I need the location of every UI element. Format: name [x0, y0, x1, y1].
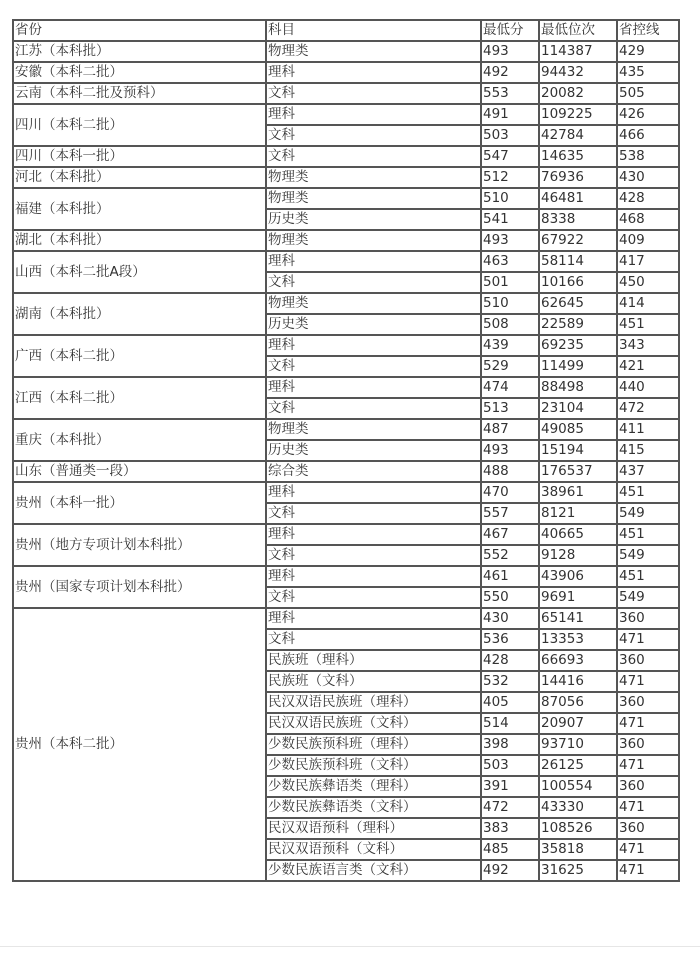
subject-cell: 少数民族彝语类（文科） — [266, 797, 481, 818]
control-line-cell: 451 — [617, 482, 679, 503]
subject-cell: 理科 — [266, 62, 481, 83]
min-rank-cell: 88498 — [539, 377, 617, 398]
province-cell: 重庆（本科批） — [13, 419, 266, 461]
province-cell: 四川（本科一批） — [13, 146, 266, 167]
control-line-cell: 360 — [617, 608, 679, 629]
min-rank-cell: 9128 — [539, 545, 617, 566]
subject-cell: 物理类 — [266, 41, 481, 62]
table-row — [13, 566, 679, 587]
min-score-cell: 493 — [481, 440, 539, 461]
province-cell: 贵州（国家专项计划本科批） — [13, 566, 266, 608]
control-line-cell: 360 — [617, 692, 679, 713]
subject-cell: 少数民族语言类（文科） — [266, 860, 481, 881]
control-line-cell: 426 — [617, 104, 679, 125]
min-rank-cell: 114387 — [539, 41, 617, 62]
province-cell: 河北（本科批） — [13, 167, 266, 188]
min-rank-cell: 43906 — [539, 566, 617, 587]
min-score-cell: 547 — [481, 146, 539, 167]
min-score-cell: 501 — [481, 272, 539, 293]
min-rank-cell: 11499 — [539, 356, 617, 377]
table-row — [13, 230, 679, 251]
table-row — [13, 524, 679, 545]
subject-cell: 理科 — [266, 251, 481, 272]
min-score-cell: 493 — [481, 230, 539, 251]
table-row — [13, 188, 679, 209]
subject-cell: 文科 — [266, 272, 481, 293]
control-line-cell: 451 — [617, 566, 679, 587]
min-rank-cell: 10166 — [539, 272, 617, 293]
subject-cell: 文科 — [266, 356, 481, 377]
province-cell: 湖北（本科批） — [13, 230, 266, 251]
min-score-cell: 514 — [481, 713, 539, 734]
score-table — [12, 19, 680, 882]
min-rank-cell: 43330 — [539, 797, 617, 818]
subject-cell: 文科 — [266, 587, 481, 608]
control-line-cell: 417 — [617, 251, 679, 272]
subject-cell: 历史类 — [266, 440, 481, 461]
min-rank-cell: 23104 — [539, 398, 617, 419]
control-line-cell: 360 — [617, 776, 679, 797]
min-rank-cell: 13353 — [539, 629, 617, 650]
control-line-cell: 538 — [617, 146, 679, 167]
control-line-cell: 437 — [617, 461, 679, 482]
subject-cell: 少数民族预科班（文科） — [266, 755, 481, 776]
province-cell: 贵州（本科二批） — [13, 608, 266, 881]
min-rank-cell: 67922 — [539, 230, 617, 251]
min-score-cell: 513 — [481, 398, 539, 419]
min-rank-cell: 26125 — [539, 755, 617, 776]
min-score-cell: 463 — [481, 251, 539, 272]
min-score-cell: 492 — [481, 860, 539, 881]
min-score-cell: 485 — [481, 839, 539, 860]
min-score-cell: 467 — [481, 524, 539, 545]
table-row — [13, 146, 679, 167]
subject-cell: 民族班（文科） — [266, 671, 481, 692]
subject-cell: 文科 — [266, 629, 481, 650]
control-line-cell: 428 — [617, 188, 679, 209]
min-rank-cell: 42784 — [539, 125, 617, 146]
min-rank-cell: 22589 — [539, 314, 617, 335]
min-rank-cell: 46481 — [539, 188, 617, 209]
province-cell: 云南（本科二批及预科） — [13, 83, 266, 104]
province-cell: 贵州（地方专项计划本科批） — [13, 524, 266, 566]
province-cell: 湖南（本科批） — [13, 293, 266, 335]
min-rank-cell: 15194 — [539, 440, 617, 461]
min-score-cell: 529 — [481, 356, 539, 377]
control-line-cell: 471 — [617, 797, 679, 818]
min-score-cell: 550 — [481, 587, 539, 608]
subject-cell: 民汉双语预科（理科） — [266, 818, 481, 839]
min-score-cell: 430 — [481, 608, 539, 629]
min-rank-cell: 109225 — [539, 104, 617, 125]
min-rank-cell: 76936 — [539, 167, 617, 188]
min-rank-cell: 69235 — [539, 335, 617, 356]
min-score-cell: 391 — [481, 776, 539, 797]
subject-cell: 物理类 — [266, 293, 481, 314]
min-score-cell: 428 — [481, 650, 539, 671]
min-rank-cell: 14416 — [539, 671, 617, 692]
min-rank-cell: 66693 — [539, 650, 617, 671]
control-line-cell: 549 — [617, 545, 679, 566]
province-cell: 江苏（本科批） — [13, 41, 266, 62]
subject-cell: 理科 — [266, 377, 481, 398]
province-cell: 江西（本科二批） — [13, 377, 266, 419]
province-cell: 山东（普通类一段） — [13, 461, 266, 482]
table-row — [13, 461, 679, 482]
province-cell: 山西（本科二批A段） — [13, 251, 266, 293]
control-line-cell: 360 — [617, 734, 679, 755]
subject-cell: 理科 — [266, 524, 481, 545]
header-subject: 科目 — [266, 20, 481, 41]
control-line-cell: 471 — [617, 713, 679, 734]
subject-cell: 少数民族预科班（理科） — [266, 734, 481, 755]
subject-cell: 民汉双语预科（文科） — [266, 839, 481, 860]
subject-cell: 理科 — [266, 104, 481, 125]
subject-cell: 理科 — [266, 566, 481, 587]
table-row — [13, 83, 679, 104]
control-line-cell: 472 — [617, 398, 679, 419]
control-line-cell: 435 — [617, 62, 679, 83]
table-row — [13, 482, 679, 503]
control-line-cell: 471 — [617, 629, 679, 650]
subject-cell: 文科 — [266, 398, 481, 419]
header-min-score: 最低分 — [481, 20, 539, 41]
subject-cell: 历史类 — [266, 314, 481, 335]
table-body — [13, 20, 679, 881]
subject-cell: 民汉双语民族班（理科） — [266, 692, 481, 713]
min-rank-cell: 176537 — [539, 461, 617, 482]
min-score-cell: 472 — [481, 797, 539, 818]
min-score-cell: 510 — [481, 188, 539, 209]
table-row — [13, 62, 679, 83]
subject-cell: 文科 — [266, 83, 481, 104]
control-line-cell: 466 — [617, 125, 679, 146]
min-rank-cell: 100554 — [539, 776, 617, 797]
min-rank-cell: 93710 — [539, 734, 617, 755]
control-line-cell: 421 — [617, 356, 679, 377]
subject-cell: 理科 — [266, 482, 481, 503]
min-score-cell: 474 — [481, 377, 539, 398]
table-row — [13, 167, 679, 188]
header-min-rank: 最低位次 — [539, 20, 617, 41]
min-rank-cell: 49085 — [539, 419, 617, 440]
control-line-cell: 429 — [617, 41, 679, 62]
min-score-cell: 503 — [481, 125, 539, 146]
min-rank-cell: 38961 — [539, 482, 617, 503]
subject-cell: 物理类 — [266, 188, 481, 209]
control-line-cell: 471 — [617, 839, 679, 860]
province-cell: 四川（本科二批） — [13, 104, 266, 146]
min-score-cell: 508 — [481, 314, 539, 335]
min-rank-cell: 8121 — [539, 503, 617, 524]
control-line-cell: 450 — [617, 272, 679, 293]
min-rank-cell: 20082 — [539, 83, 617, 104]
subject-cell: 民族班（理科） — [266, 650, 481, 671]
province-cell: 安徽（本科二批） — [13, 62, 266, 83]
min-rank-cell: 40665 — [539, 524, 617, 545]
min-score-cell: 553 — [481, 83, 539, 104]
min-rank-cell: 108526 — [539, 818, 617, 839]
subject-cell: 历史类 — [266, 209, 481, 230]
min-rank-cell: 14635 — [539, 146, 617, 167]
subject-cell: 文科 — [266, 125, 481, 146]
min-score-cell: 487 — [481, 419, 539, 440]
control-line-cell: 451 — [617, 524, 679, 545]
subject-cell: 理科 — [266, 608, 481, 629]
subject-cell: 文科 — [266, 146, 481, 167]
control-line-cell: 471 — [617, 755, 679, 776]
min-score-cell: 557 — [481, 503, 539, 524]
table-row — [13, 293, 679, 314]
page-divider — [0, 946, 700, 947]
control-line-cell: 343 — [617, 335, 679, 356]
min-score-cell: 536 — [481, 629, 539, 650]
control-line-cell: 451 — [617, 314, 679, 335]
min-score-cell: 398 — [481, 734, 539, 755]
control-line-cell: 411 — [617, 419, 679, 440]
min-score-cell: 461 — [481, 566, 539, 587]
min-score-cell: 541 — [481, 209, 539, 230]
min-rank-cell: 94432 — [539, 62, 617, 83]
control-line-cell: 505 — [617, 83, 679, 104]
min-rank-cell: 8338 — [539, 209, 617, 230]
min-rank-cell: 31625 — [539, 860, 617, 881]
province-cell: 广西（本科二批） — [13, 335, 266, 377]
control-line-cell: 360 — [617, 650, 679, 671]
table-row — [13, 104, 679, 125]
table-row — [13, 335, 679, 356]
min-score-cell: 510 — [481, 293, 539, 314]
min-score-cell: 503 — [481, 755, 539, 776]
control-line-cell: 409 — [617, 230, 679, 251]
subject-cell: 物理类 — [266, 419, 481, 440]
min-score-cell: 470 — [481, 482, 539, 503]
subject-cell: 文科 — [266, 545, 481, 566]
min-rank-cell: 58114 — [539, 251, 617, 272]
min-score-cell: 488 — [481, 461, 539, 482]
subject-cell: 物理类 — [266, 230, 481, 251]
min-score-cell: 493 — [481, 41, 539, 62]
header-province: 省份 — [13, 20, 266, 41]
header-row — [13, 20, 679, 41]
min-score-cell: 492 — [481, 62, 539, 83]
subject-cell: 理科 — [266, 335, 481, 356]
min-rank-cell: 87056 — [539, 692, 617, 713]
control-line-cell: 549 — [617, 503, 679, 524]
control-line-cell: 430 — [617, 167, 679, 188]
min-rank-cell: 9691 — [539, 587, 617, 608]
control-line-cell: 415 — [617, 440, 679, 461]
control-line-cell: 440 — [617, 377, 679, 398]
min-score-cell: 552 — [481, 545, 539, 566]
province-cell: 福建（本科批） — [13, 188, 266, 230]
min-score-cell: 512 — [481, 167, 539, 188]
min-rank-cell: 35818 — [539, 839, 617, 860]
table-row — [13, 419, 679, 440]
control-line-cell: 414 — [617, 293, 679, 314]
control-line-cell: 360 — [617, 818, 679, 839]
subject-cell: 物理类 — [266, 167, 481, 188]
min-score-cell: 532 — [481, 671, 539, 692]
subject-cell: 综合类 — [266, 461, 481, 482]
control-line-cell: 549 — [617, 587, 679, 608]
min-score-cell: 405 — [481, 692, 539, 713]
min-score-cell: 491 — [481, 104, 539, 125]
control-line-cell: 468 — [617, 209, 679, 230]
min-score-cell: 383 — [481, 818, 539, 839]
control-line-cell: 471 — [617, 671, 679, 692]
table-row — [13, 608, 679, 629]
subject-cell: 民汉双语民族班（文科） — [266, 713, 481, 734]
min-score-cell: 439 — [481, 335, 539, 356]
subject-cell: 文科 — [266, 503, 481, 524]
header-control-line: 省控线 — [617, 20, 679, 41]
table-row — [13, 251, 679, 272]
province-cell: 贵州（本科一批） — [13, 482, 266, 524]
min-rank-cell: 65141 — [539, 608, 617, 629]
table-row — [13, 377, 679, 398]
table-row — [13, 41, 679, 62]
min-rank-cell: 20907 — [539, 713, 617, 734]
control-line-cell: 471 — [617, 860, 679, 881]
min-rank-cell: 62645 — [539, 293, 617, 314]
subject-cell: 少数民族彝语类（理科） — [266, 776, 481, 797]
